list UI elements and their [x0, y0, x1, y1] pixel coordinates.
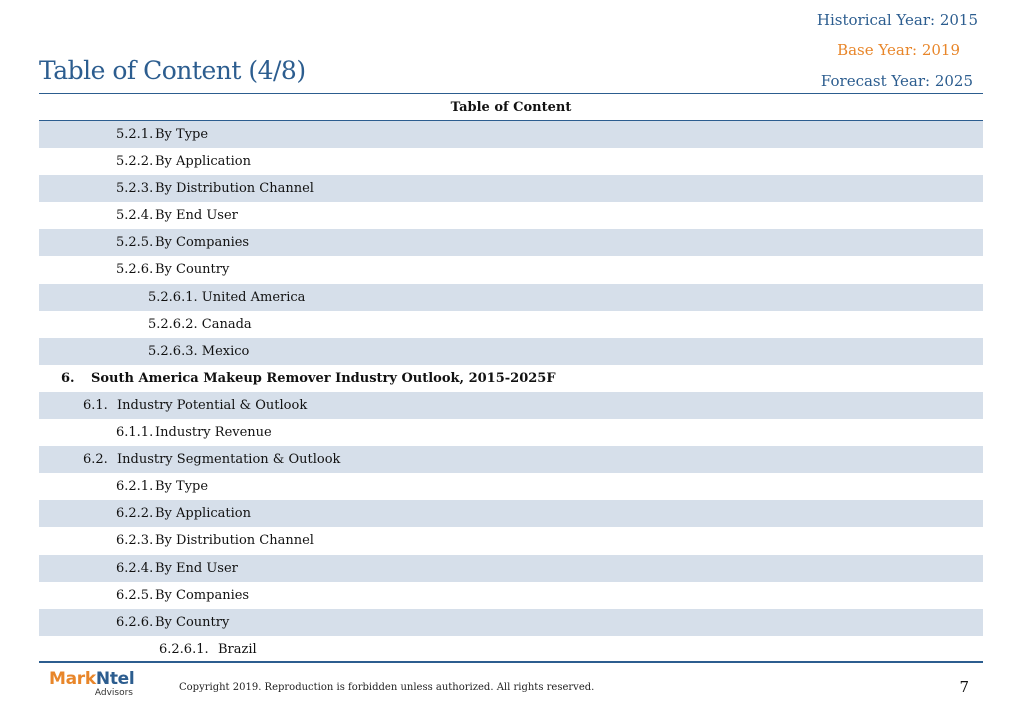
toc-entry: [148, 284, 305, 311]
toc-row: [39, 284, 983, 311]
historical-year-label: Historical Year: 2015: [816, 11, 978, 29]
toc-entry-number: 6.2.1.: [116, 479, 154, 495]
toc-entry-number: 5.2.6.2.: [148, 316, 198, 332]
toc-entry-text: Industry Segmentation & Outlook: [117, 452, 341, 468]
toc-entry-text: By Type: [155, 127, 209, 142]
toc-row: [39, 392, 983, 419]
toc-entry-text: Industry Potential & Outlook: [117, 397, 308, 413]
toc-entry-text: By Application: [155, 506, 251, 522]
toc-entry-number: 5.2.3.: [116, 181, 154, 197]
logo-mark-part2: Ntel: [95, 669, 135, 689]
toc-entry-number: 5.2.6.3.: [148, 343, 198, 359]
toc-entry-number: 5.2.4.: [116, 208, 154, 224]
toc-entry-number: 6.: [61, 370, 75, 386]
toc-row: [39, 311, 983, 338]
footer-divider: [39, 661, 983, 663]
toc-entry-text: Brazil: [218, 641, 257, 657]
toc-entry-number: 6.2.2.: [116, 506, 154, 522]
toc-entry-number: 6.1.: [83, 397, 108, 413]
toc-entry-text: By Country: [155, 614, 230, 630]
logo-subtitle: Advisors: [94, 688, 133, 698]
toc-row: [39, 202, 983, 229]
toc-entry-text: By End User: [155, 208, 238, 224]
toc-row: [39, 365, 983, 392]
toc-entry-text: By Companies: [155, 235, 250, 251]
logo-wordmark: [49, 670, 139, 688]
toc-row: [39, 636, 983, 663]
toc-row: [39, 473, 983, 500]
toc-entry-text: South America Makeup Remover Industry Outlook, 2015-2025F: [91, 370, 556, 386]
toc-rows: [39, 121, 983, 663]
toc-entry-number: 6.2.5.: [116, 587, 154, 603]
page-title: Table of Content (4/8): [39, 56, 306, 85]
toc-row: [39, 555, 983, 582]
header-divider: [39, 93, 983, 94]
page-number: 7: [959, 678, 969, 696]
toc-entry-text: Mexico: [201, 343, 250, 359]
toc-row: [39, 338, 983, 365]
toc-entry-number: 6.2.6.: [116, 614, 154, 630]
toc-entry: [148, 311, 252, 338]
toc-entry-text: By Country: [155, 262, 230, 278]
toc-row: [39, 500, 983, 527]
toc-entry-number: 6.2.: [83, 452, 108, 468]
toc-row: [39, 419, 983, 446]
toc-table-heading: Table of Content: [39, 96, 983, 121]
toc-row: [39, 609, 983, 636]
toc-entry-number: 6.1.1.: [116, 425, 154, 441]
forecast-year-label: Forecast Year: 2025: [820, 72, 973, 90]
toc-entry-number: 6.2.3.: [116, 533, 154, 549]
toc-entry-number: 5.2.6.1.: [148, 289, 198, 305]
toc-entry-number: 6.2.4.: [116, 560, 154, 576]
toc-row: [39, 229, 983, 256]
toc-entry-number: 5.2.6.: [116, 262, 154, 278]
toc-entry-text: United America: [201, 289, 306, 305]
toc-row: [39, 175, 983, 202]
toc-entry-text: Industry Revenue: [155, 425, 272, 441]
toc-entry-text: By Companies: [155, 587, 250, 603]
toc-row: [39, 446, 983, 473]
base-year-label: Base Year: 2019: [837, 41, 960, 59]
toc-entry-text: By Distribution Channel: [155, 181, 314, 197]
toc-row: [39, 582, 983, 609]
toc-entry-number: 6.2.6.1.: [159, 641, 209, 657]
toc-entry-number: 5.2.5.: [116, 235, 154, 251]
copyright-notice: Copyright 2019. Reproduction is forbidden unless authorized. All rights reserved.: [179, 682, 595, 693]
toc-entry-text: By Type: [155, 479, 209, 495]
toc-row: [39, 256, 983, 283]
toc-row: [39, 527, 983, 554]
toc-entry-text: By End User: [155, 560, 238, 576]
toc-entry: [148, 338, 249, 365]
toc-entry-text: Canada: [201, 316, 252, 332]
company-logo: [49, 670, 139, 704]
toc-entry-text: By Application: [155, 154, 251, 170]
toc-entry-number: 5.2.2.: [116, 154, 154, 170]
toc-table: [39, 96, 983, 663]
toc-row: [39, 121, 983, 148]
toc-row: [39, 148, 983, 175]
toc-entry-number: 5.2.1.: [116, 127, 154, 142]
toc-entry-text: By Distribution Channel: [155, 533, 314, 549]
logo-mark-part1: Mark: [49, 669, 96, 689]
